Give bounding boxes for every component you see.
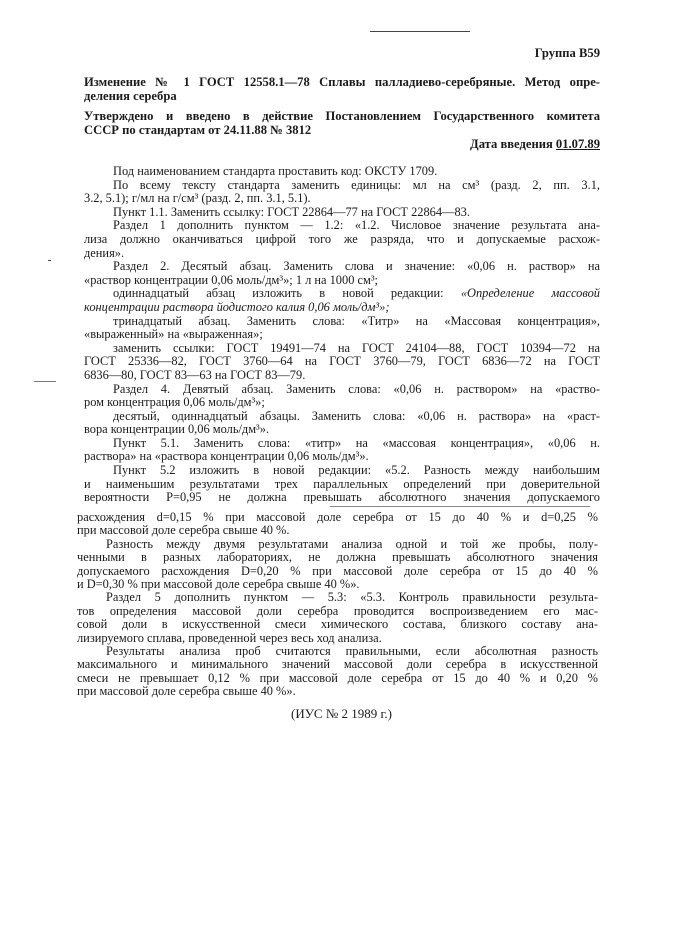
paragraph (84, 410, 600, 437)
text-line: допускаемого расхождения D=0,20 % при массовой доле серебра от 15 до 40 % (77, 563, 598, 578)
text-line: Раздел 2. Десятый абзац. Заменить слова и значение: «0,06 н. раствор» на (113, 259, 600, 274)
text-line: Результаты анализа проб считаются правильными, если абсолютная разность (106, 643, 598, 658)
paragraph (84, 464, 600, 505)
paragraph (77, 645, 598, 699)
paragraph (84, 342, 600, 383)
paragraph (77, 538, 598, 592)
paragraph (84, 165, 600, 179)
text-line: лизируемого сплава, проведенной через весь ход анализа. (77, 630, 382, 645)
text-line: и D=0,30 % при массовой доле серебра свыше 40 %». (77, 576, 360, 591)
text-line: «выраженный» на «выраженная»; (84, 327, 263, 342)
paragraph (84, 287, 600, 314)
title-line: Изменение № 1 ГОСТ 12558.1—78 Сплавы палладиево-серебряные. Метод опре- (84, 75, 600, 89)
text-line: Раздел 4. Девятый абзац. Заменить слова: «0,06 н. раствором» на «раство- (113, 381, 600, 396)
text-line: 3.2, 5.1); г/мл на г/см³ (разд. 2, пп. 3.1, 5.1). (84, 191, 311, 206)
text-line: при массовой доле серебра свыше 40 %. (77, 523, 290, 538)
text-line: дения». (84, 245, 125, 260)
title-line: деления серебра (84, 88, 177, 103)
paragraph (77, 511, 598, 538)
document-title (84, 74, 600, 101)
text-line: максимального и минимального значений массовой доли серебра в искусственной (77, 657, 598, 672)
scan-artifact (34, 381, 56, 382)
text-line: и наименьшим результатами трех параллельных определений при доверительной (84, 476, 600, 491)
text-line: Раздел 5 дополнить пунктом — 5.3: «5.3. Контроль правильности результа- (106, 590, 598, 605)
text-line (84, 287, 600, 301)
text-line: совой доли в искусственной смеси химического состава, близкого составу ана- (77, 617, 598, 632)
text-segment: одиннадцатый абзац изложить в новой редакции: (113, 286, 461, 301)
text-line: 6836—80, ГОСТ 83—63 на ГОСТ 83—79. (84, 367, 306, 382)
paragraph (84, 260, 600, 287)
paragraph (77, 591, 598, 645)
paragraph (84, 219, 600, 260)
scan-artifact (370, 31, 470, 32)
text-line: «раствор концентрации 0,06 моль/дм³»; 1 л на 1000 см³; (84, 272, 378, 287)
text-line: ром концентрация 0,06 моль/дм³»; (84, 395, 265, 410)
text-line: Пункт 1.1. Заменить ссылку: ГОСТ 22864—77 на ГОСТ 22864—83. (113, 204, 470, 219)
text-line: Под наименованием стандарта проставить код: ОКСТУ 1709. (113, 164, 438, 178)
text-line: смеси не превышает 0,12 % при массовой доле серебра от 15 до 40 % и 0,20 % (77, 670, 598, 685)
text-line: Разность между двумя результатами анализа одной и той же пробы, полу- (106, 536, 598, 551)
italic-segment: концентрации раствора йодистого калия 0,06 моль/дм³»; (84, 299, 390, 314)
text-line: Раздел 1 дополнить пунктом — 1.2: «1.2. Числовое значение результата ана- (113, 218, 600, 233)
effective-date (470, 136, 600, 152)
text-line: раствора» на «раствора концентрации 0,06 моль/дм³». (84, 449, 369, 464)
paragraph (84, 315, 600, 342)
text-line: заменить ссылки: ГОСТ 19491—74 на ГОСТ 24104—88, ГОСТ 10394—72 на (113, 340, 600, 355)
text-line: Пункт 5.2 изложить в новой редакции: «5.2. Разность между наибольшим (113, 463, 600, 478)
text-line: при массовой доле серебра свыше 40 %». (77, 684, 296, 699)
scan-artifact (330, 506, 590, 507)
text-line: вора концентрации 0,06 моль/дм³». (84, 422, 270, 437)
text-line (84, 301, 600, 315)
text-line: Пункт 5.1. Заменить слова: «титр» на «массовая концентрация», «0,06 н. (113, 435, 600, 450)
text-line: тов определения массовой доли серебра проводится воспроизведением его мас- (77, 603, 598, 618)
approval-statement (84, 108, 600, 135)
text-line: расхождения d=0,15 % при массовой доле серебра от 15 до 40 % и d=0,25 % (77, 510, 598, 524)
text-line: тринадцатый абзац. Заменить слова: «Титр» на «Массовая концентрация», (113, 313, 600, 328)
text-line: ГОСТ 25336—82, ГОСТ 3760—64 на ГОСТ 3760—79, ГОСТ 6836—72 на ГОСТ (84, 354, 600, 369)
paragraph (84, 206, 600, 220)
text-line: По всему тексту стандарта заменить единицы: мл на см³ (разд. 2, пп. 3.1, (113, 177, 600, 192)
group-code: Группа В59 (534, 46, 600, 60)
text-line: ченными в разных лабораториях, не должна превышать абсолютного значения (77, 550, 598, 565)
approval-line: СССР по стандартам от 24.11.88 № 3812 (84, 122, 312, 137)
italic-segment: «Определение массовой (460, 286, 600, 301)
text-line: десятый, одиннадцатый абзацы. Заменить слова: «0,06 н. раствора» на «раст- (113, 408, 600, 423)
approval-line: Утверждено и введено в действие Постановлением Государственного комитета (84, 109, 600, 123)
paragraph (84, 383, 600, 410)
source-reference: (ИУС № 2 1989 г.) (291, 706, 392, 721)
text-line: вероятности P=0,95 не должна превышать абсолютного значения допускаемого (84, 490, 600, 505)
scan-artifact (48, 260, 51, 261)
text-line: лиза должно оканчиваться цифрой того же разряда, что и допускаемые расхож- (84, 231, 600, 246)
date-label: Дата введения (470, 137, 553, 151)
amendment-text-bottom (77, 511, 598, 698)
amendment-text-top (84, 165, 600, 505)
date-value: 01.07.89 (555, 137, 600, 151)
paragraph (84, 179, 600, 206)
paragraph (84, 437, 600, 464)
